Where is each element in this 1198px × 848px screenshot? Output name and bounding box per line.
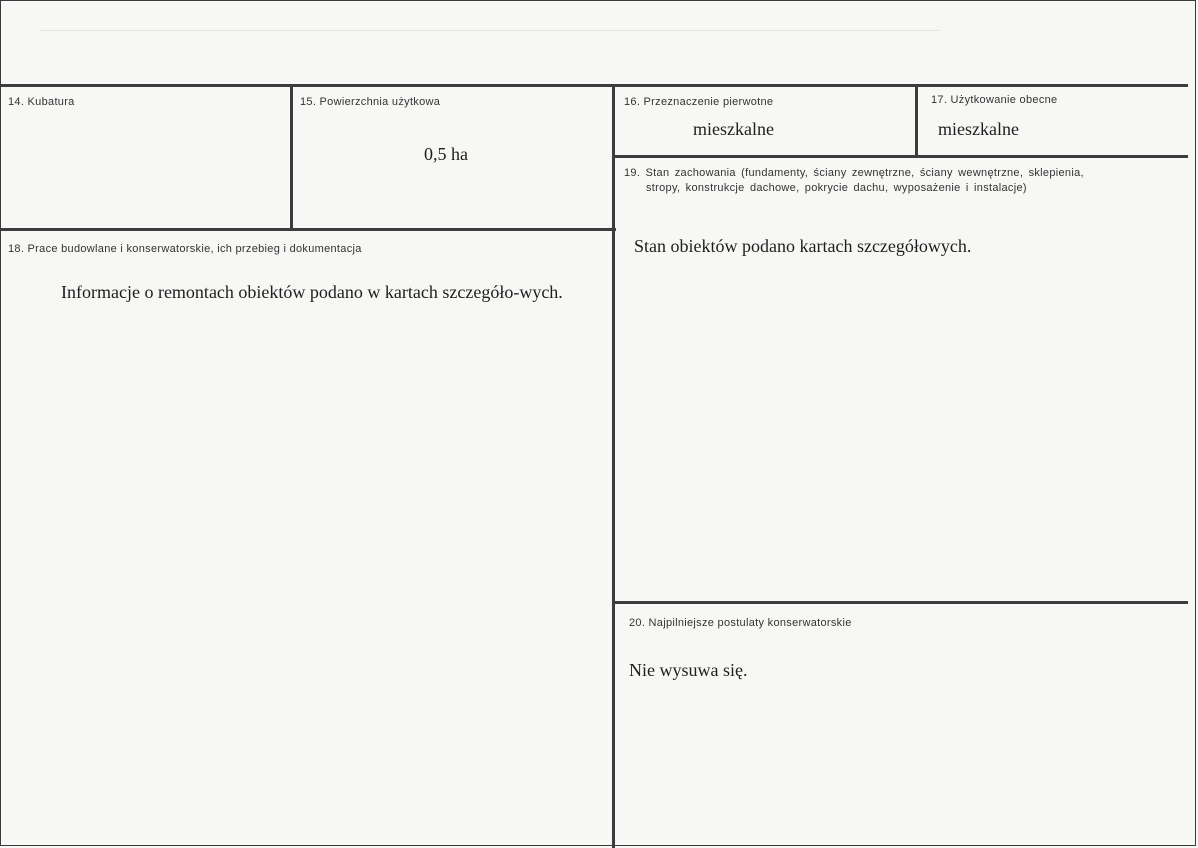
rule-section20 [614, 601, 1188, 604]
field-18-value: Informacje o remontach obiektów podano w kartach szczegóło-wych. [61, 282, 563, 302]
field-15-value: 0,5 ha [424, 144, 468, 164]
field-18-label: 18. Prace budowlane i konserwatorskie, ich przebieg i dokumentacja [8, 243, 362, 255]
divider-14-15 [290, 84, 293, 230]
top-rule [0, 84, 1188, 87]
field-19-label-line1: 19. Stan zachowania (fundamenty, ściany zewnętrzne, ściany wewnętrzne, sklepienia, [624, 167, 1084, 179]
field-14-label: 14. Kubatura [8, 96, 75, 108]
field-19-label-line2: stropy, konstrukcje dachowe, pokrycie dachu, wyposażenie i instalacje) [646, 182, 1027, 194]
field-15-label: 15. Powierzchnia użytkowa [300, 96, 441, 108]
rule-row1-left [0, 228, 616, 231]
field-17-value: mieszkalne [938, 119, 1019, 139]
field-20-value: Nie wysuwa się. [629, 660, 748, 680]
field-19-value: Stan obiektów podano kartach szczegółowych. [634, 236, 972, 256]
rule-row1-right [614, 155, 1188, 158]
field-16-label: 16. Przeznaczenie pierwotne [624, 96, 774, 108]
field-16-value: mieszkalne [693, 119, 774, 139]
field-20-label: 20. Najpilniejsze postulaty konserwatorskie [629, 617, 852, 629]
divider-16-17 [915, 84, 918, 157]
divider-main [612, 84, 615, 848]
top-faint-rule [40, 30, 940, 31]
field-17-label: 17. Użytkowanie obecne [931, 94, 1058, 106]
